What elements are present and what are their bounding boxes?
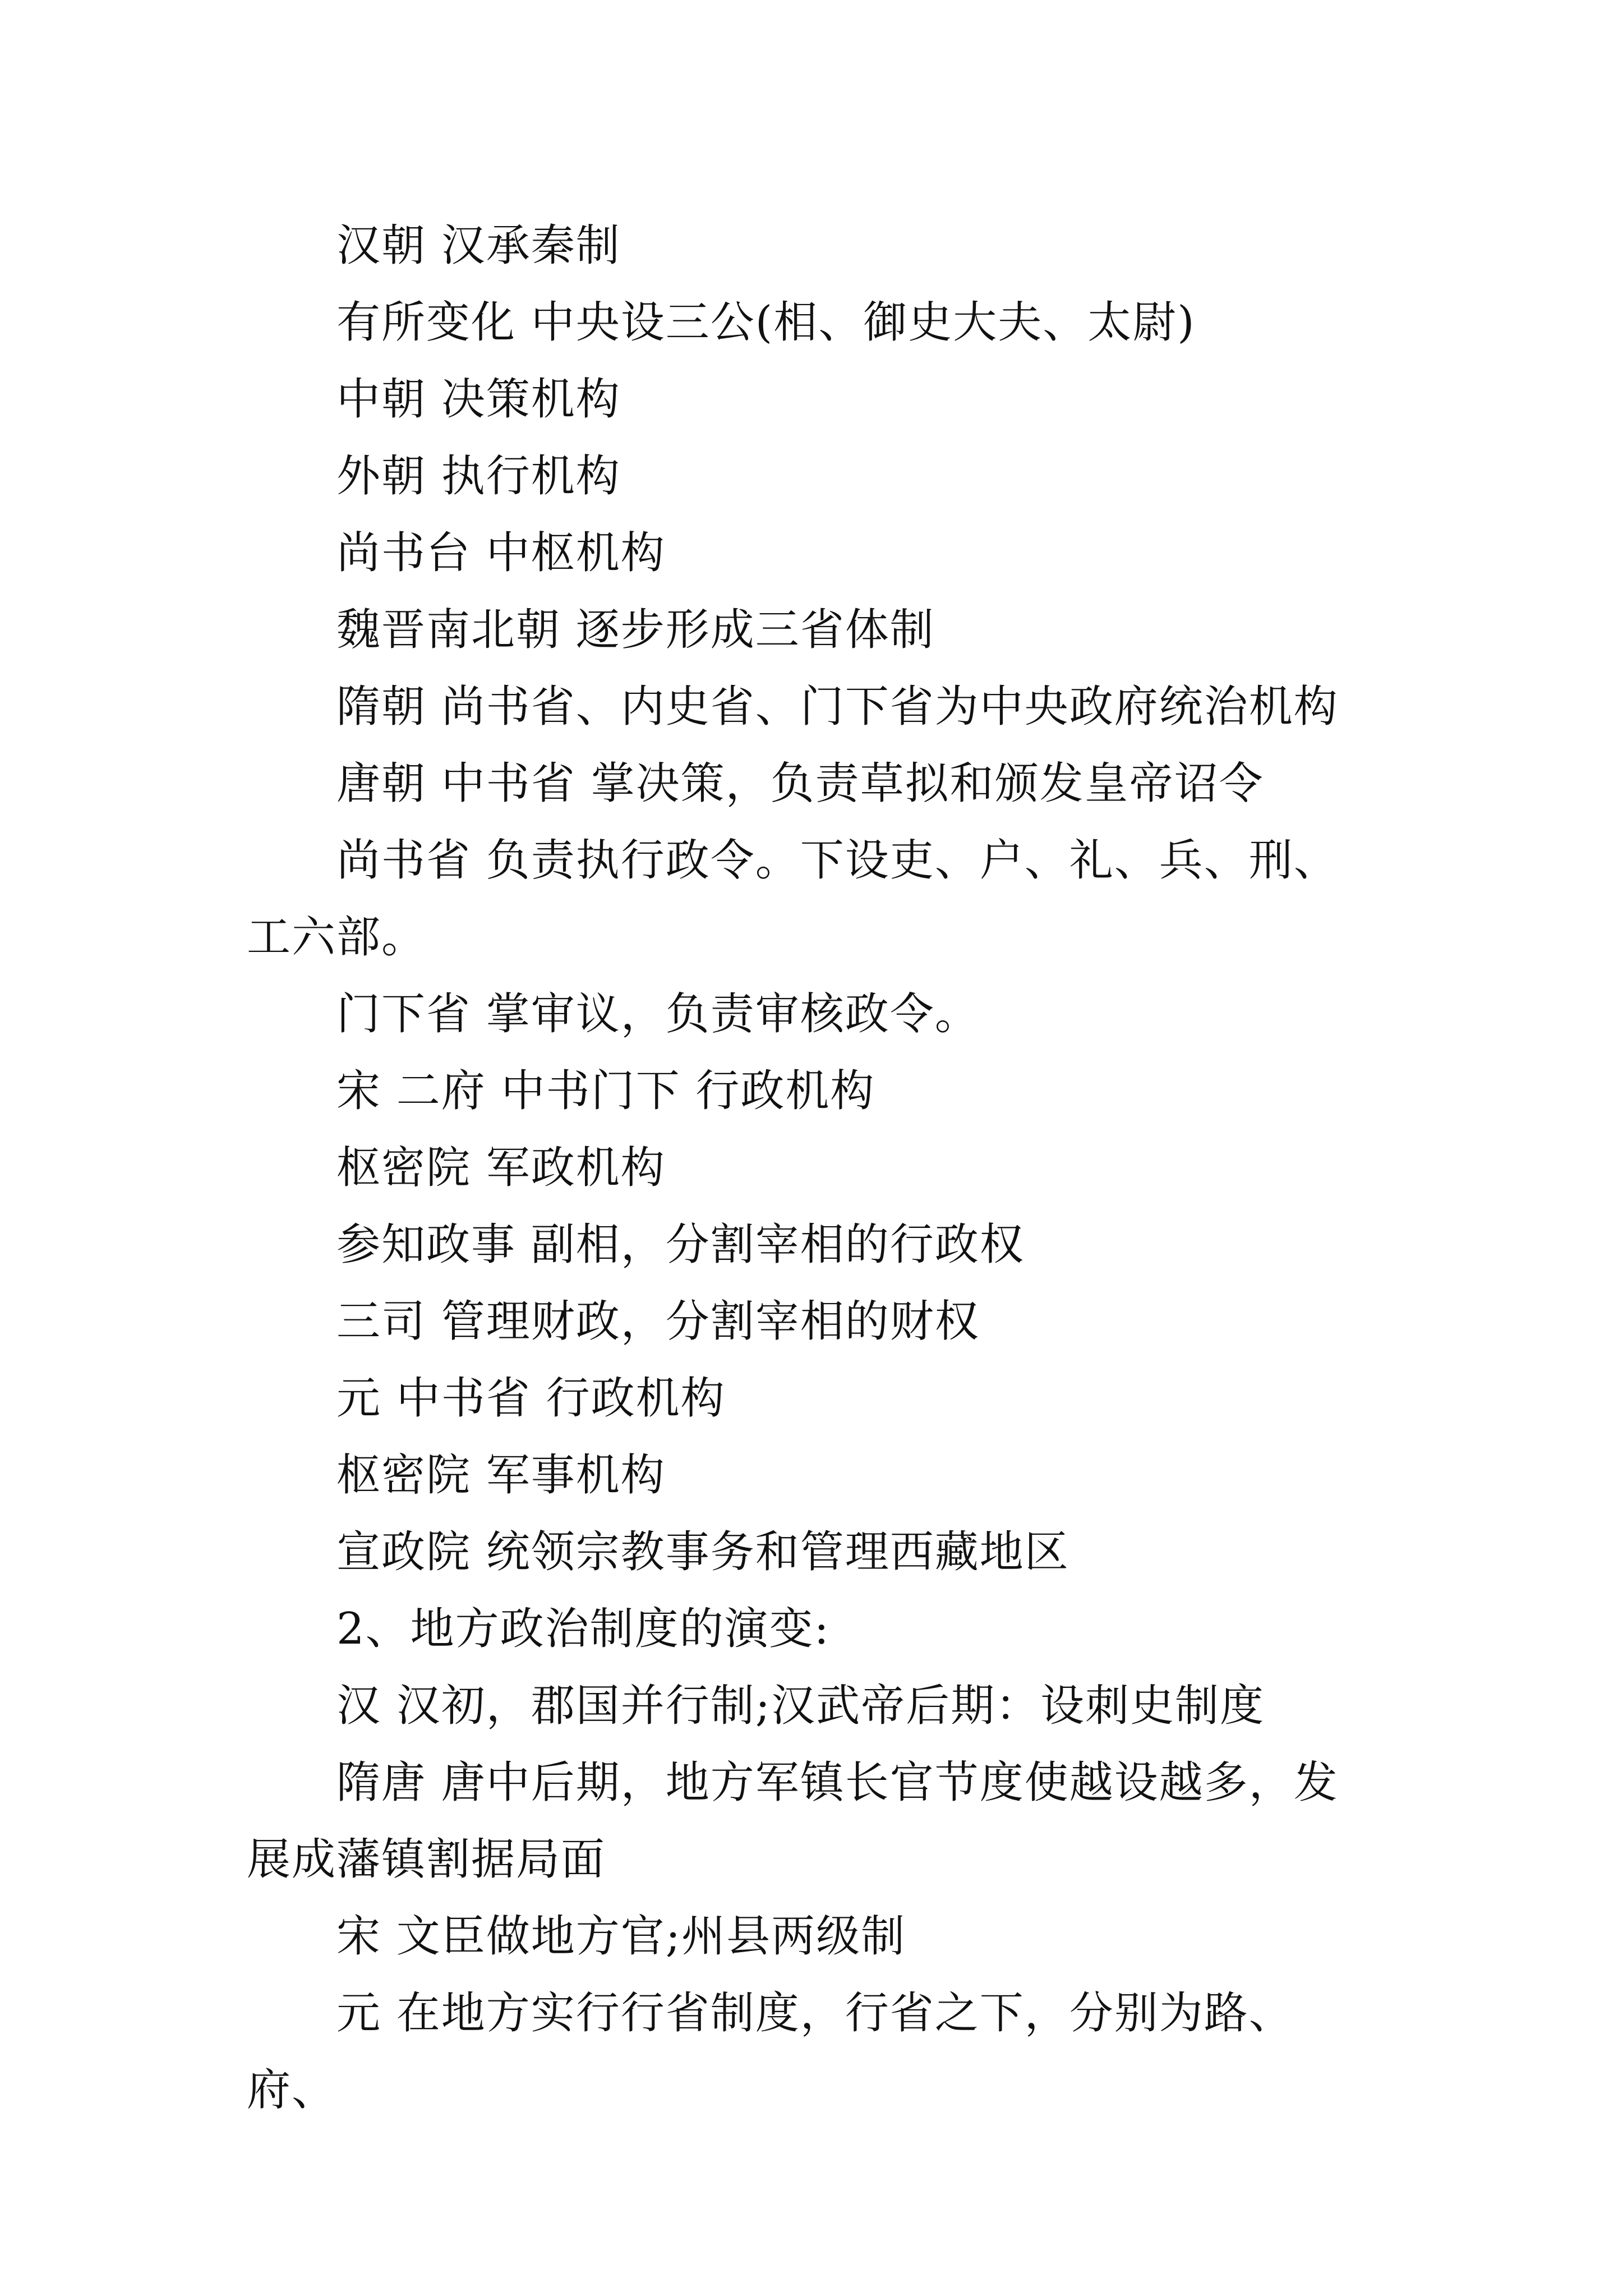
paragraph-line: 唐朝 中书省 掌决策，负责草拟和颁发皇帝诏令 xyxy=(336,758,1264,809)
paragraph-line: 魏晋南北朝 逐步形成三省体制 xyxy=(336,605,935,655)
paragraph-line: 宋 文臣做地方官;州县两级制 xyxy=(336,1911,906,1962)
paragraph-line: 元 在地方实行行省制度，行省之下，分别为路、府、 xyxy=(247,1988,1294,2115)
paragraph-line: 枢密院 军政机构 xyxy=(336,1143,666,1193)
paragraph-line: 尚书台 中枢机构 xyxy=(336,528,666,578)
paragraph-line: 尚书省 负责执行政令。下设吏、户、礼、兵、刑、工六部。 xyxy=(247,835,1339,963)
paragraph-line: 2、地方政治制度的演变: xyxy=(336,1604,830,1654)
paragraph-line: 元 中书省 行政机构 xyxy=(336,1373,726,1424)
paragraph-line: 枢密院 军事机构 xyxy=(336,1450,666,1501)
paragraph-line: 有所变化 中央设三公(相、御史大夫、太尉) xyxy=(336,297,1196,348)
paragraph-line: 宣政院 统领宗教事务和管理西藏地区 xyxy=(336,1527,1069,1577)
paragraph-line: 门下省 掌审议，负责审核政令。 xyxy=(336,989,980,1039)
paragraph-line: 三司 管理财政，分割宰相的财权 xyxy=(336,1296,980,1347)
paragraph-line: 外朝 执行机构 xyxy=(336,451,621,501)
paragraph-line: 中朝 决策机构 xyxy=(336,374,621,425)
paragraph-line: 汉朝 汉承秦制 xyxy=(336,220,621,271)
paragraph-line: 宋 二府 中书门下 行政机构 xyxy=(336,1066,875,1116)
paragraph-line: 隋朝 尚书省、内史省、门下省为中央政府统治机构 xyxy=(336,682,1339,732)
paragraph-line: 参知政事 副相，分割宰相的行政权 xyxy=(336,1220,1025,1270)
paragraph-line: 隋唐 唐中后期，地方军镇长官节度使越设越多，发展成藩镇割据局面 xyxy=(247,1757,1339,1885)
paragraph-line: 汉 汉初，郡国并行制;汉武帝后期：设刺史制度 xyxy=(336,1681,1265,1731)
document-body xyxy=(247,208,1380,2129)
